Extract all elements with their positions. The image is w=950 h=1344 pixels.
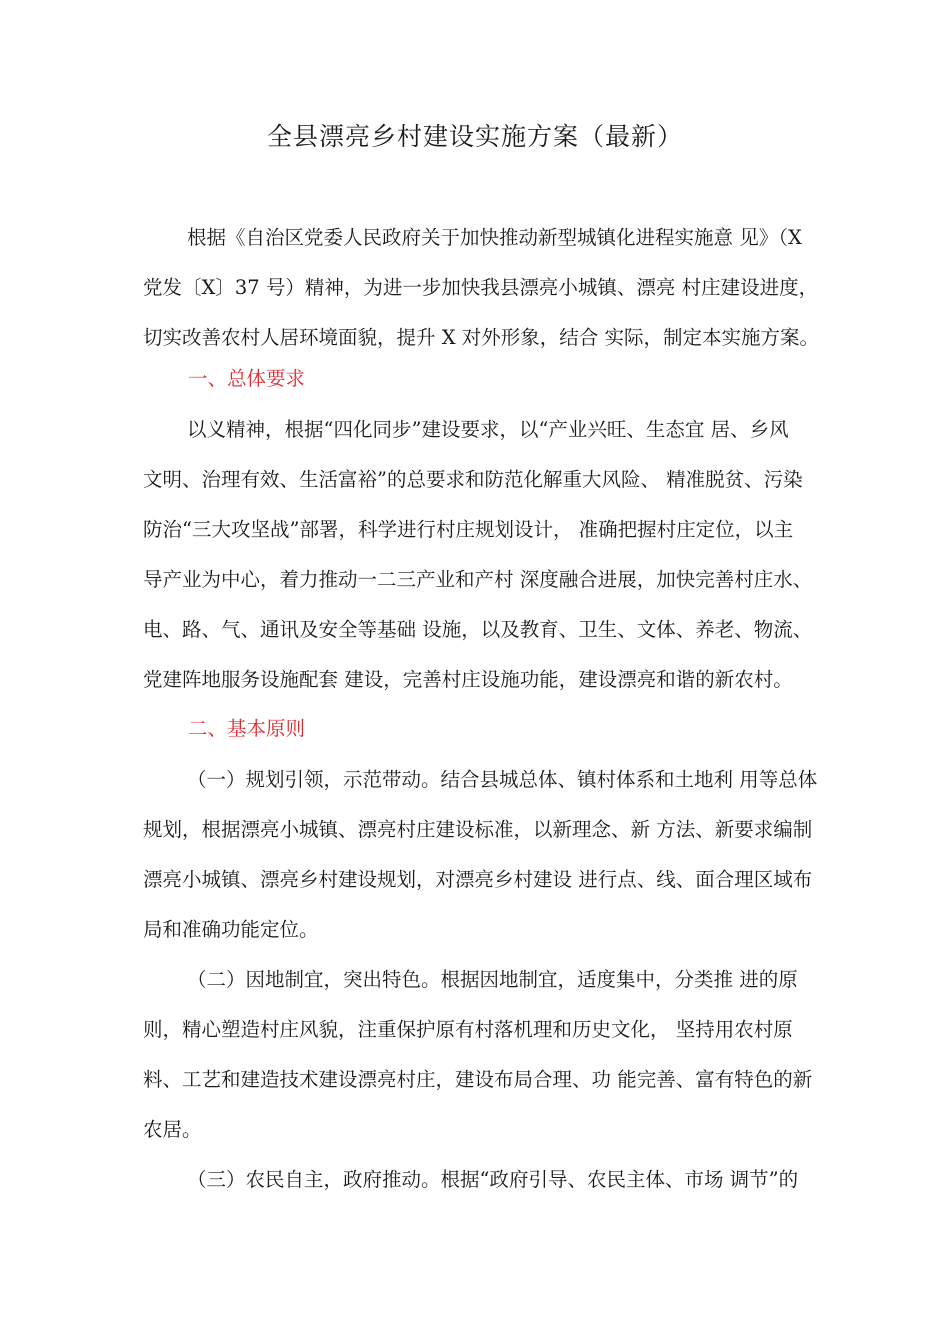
intro-paragraph xyxy=(143,213,819,363)
section1-line: 导产业为中心，着力推动一二三产业和产村 深度融合进展，加快完善村庄水、 xyxy=(143,568,813,591)
principle-item-1 xyxy=(143,755,819,955)
principle-line: （三）农民自主，政府推动。根据“政府引导、农民主体、市场 调节”的 xyxy=(187,1168,799,1191)
intro-line: 党发〔X〕37 号）精神，为进一步加快我县漂亮小城镇、漂亮 村庄建设进度， xyxy=(143,276,819,299)
intro-line: 根据《自治区党委人民政府关于加快推动新型城镇化进程实施意 见》（X xyxy=(187,226,802,249)
principle-line: 则，精心塑造村庄风貌，注重保护原有村落机理和历史文化， 坚持用农村原 xyxy=(143,1018,793,1041)
principle-line: （一）规划引领，示范带动。结合县城总体、镇村体系和土地利 用等总体 xyxy=(187,768,818,791)
principle-line: 漂亮小城镇、漂亮乡村建设规划，对漂亮乡村建设 进行点、线、面合理区域布 xyxy=(143,868,813,891)
document-title: 全县漂亮乡村建设实施方案（最新） xyxy=(266,122,683,151)
section-heading-basic-principles: 二、基本原则 xyxy=(188,717,306,740)
section1-line: 防治“三大攻坚战”部署，科学进行村庄规划设计， 准确把握村庄定位，以主 xyxy=(143,518,794,541)
intro-line: 切实改善农村人居环境面貌，提升 X 对外形象，结合 实际，制定本实施方案。 xyxy=(143,326,819,349)
principle-item-3 xyxy=(143,1155,819,1205)
section1-line: 文明、治理有效、生活富裕”的总要求和防范化解重大风险、 精准脱贫、污染 xyxy=(143,468,803,491)
section1-paragraph xyxy=(143,405,819,705)
principle-line: （二）因地制宜，突出特色。根据因地制宜，适度集中，分类推 进的原 xyxy=(187,968,798,991)
section1-line: 党建阵地服务设施配套 建设，完善村庄设施功能，建设漂亮和谐的新农村。 xyxy=(143,668,793,691)
section1-line: 以义精神，根据“四化同步”建设要求，以“产业兴旺、生态宜 居、乡风 xyxy=(187,418,789,441)
principle-line: 农居。 xyxy=(143,1118,202,1141)
principle-line: 料、工艺和建造技术建设漂亮村庄，建设布局合理、功 能完善、富有特色的新 xyxy=(143,1068,813,1091)
principle-item-2 xyxy=(143,955,819,1155)
section1-line: 电、路、气、通讯及安全等基础 设施，以及教育、卫生、文体、养老、物流、 xyxy=(143,618,813,641)
section-heading-overall-requirements: 一、总体要求 xyxy=(188,367,306,390)
principle-line: 局和准确功能定位。 xyxy=(143,918,319,941)
principle-line: 规划，根据漂亮小城镇、漂亮村庄建设标准，以新理念、新 方法、新要求编制 xyxy=(143,818,813,841)
